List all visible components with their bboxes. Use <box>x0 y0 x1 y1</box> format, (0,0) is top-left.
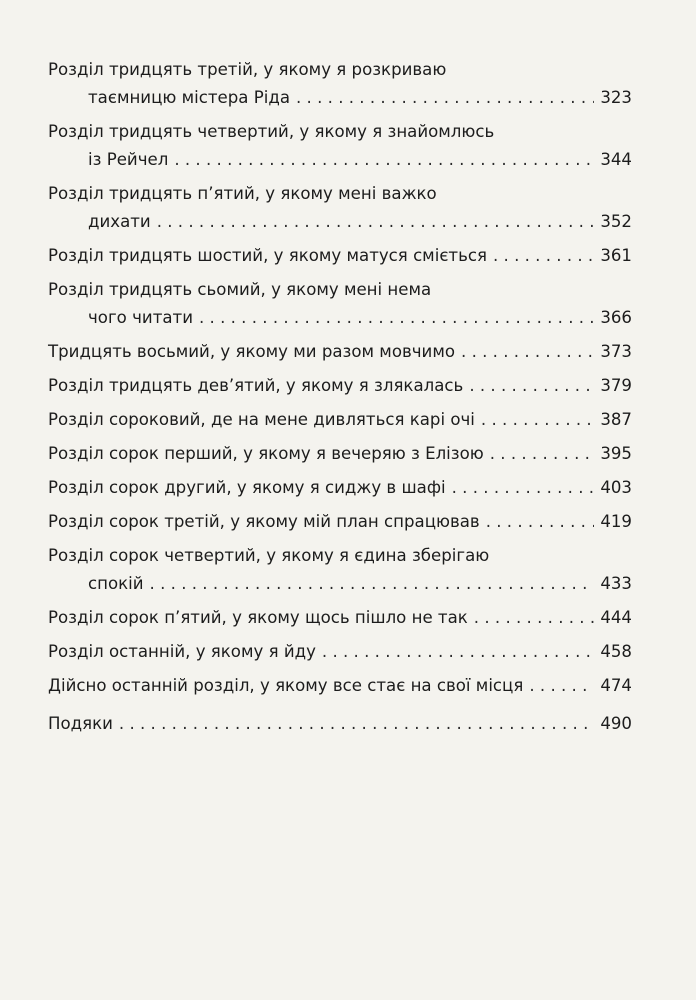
leader-dots <box>296 84 594 112</box>
toc-page-number: 403 <box>600 478 632 497</box>
toc-entry <box>48 242 632 270</box>
toc-entry <box>48 338 632 366</box>
leader-dots <box>490 440 595 468</box>
toc-entry-title: Тридцять восьмий, у якому ми разом мовчимо <box>48 342 456 361</box>
toc-entry <box>48 276 632 332</box>
table-of-contents <box>48 56 632 744</box>
toc-page-number: 433 <box>600 574 632 593</box>
toc-entry <box>48 508 632 536</box>
leader-dots <box>150 570 595 598</box>
toc-page-number: 474 <box>600 676 632 695</box>
toc-entry-title-cont: спокій <box>88 574 144 593</box>
toc-entry-title: Розділ сорок п’ятий, у якому щось пішло не так <box>48 608 468 627</box>
toc-entry <box>48 180 632 236</box>
toc-entry-title: Розділ тридцять п’ятий, у якому мені важко <box>48 184 437 203</box>
toc-page-number: 419 <box>600 512 632 531</box>
toc-entry-title-cont: таємницю містера Ріда <box>88 88 290 107</box>
toc-entry-title: Розділ останній, у якому я йду <box>48 642 316 661</box>
toc-entry-title: Розділ тридцять третій, у якому я розкриваю <box>48 60 447 79</box>
toc-entry-acknowledgements <box>48 710 632 738</box>
leader-dots <box>469 372 594 400</box>
toc-page-number: 323 <box>600 88 632 107</box>
toc-page-number: 352 <box>600 212 632 231</box>
toc-page-number: 395 <box>600 444 632 463</box>
toc-entry <box>48 372 632 400</box>
leader-dots <box>461 338 594 366</box>
toc-entry <box>48 542 632 598</box>
toc-page-number: 379 <box>600 376 632 395</box>
toc-page-number: 444 <box>600 608 632 627</box>
toc-entry-title-cont: із Рейчел <box>88 150 169 169</box>
leader-dots <box>119 710 594 738</box>
leader-dots <box>199 304 594 332</box>
toc-entry-title-cont: дихати <box>88 212 151 231</box>
leader-dots <box>474 604 595 632</box>
toc-entry-title: Розділ тридцять шостий, у якому матуся сміється <box>48 246 487 265</box>
toc-entry <box>48 440 632 468</box>
toc-page-number: 490 <box>600 714 632 733</box>
toc-entry <box>48 56 632 112</box>
toc-entry-title: Розділ сорок третій, у якому мій план спрацював <box>48 512 480 531</box>
toc-page-number: 387 <box>600 410 632 429</box>
toc-entry <box>48 604 632 632</box>
toc-page-number: 361 <box>600 246 632 265</box>
toc-entry <box>48 118 632 174</box>
toc-page-number: 458 <box>600 642 632 661</box>
toc-entry-title-cont: чого читати <box>88 308 193 327</box>
toc-entry <box>48 672 632 700</box>
toc-entry-title: Розділ тридцять сьомий, у якому мені нема <box>48 280 432 299</box>
leader-dots <box>529 672 594 700</box>
toc-page-number: 373 <box>600 342 632 361</box>
toc-entry-title: Розділ сорок перший, у якому я вечеряю з Елізою <box>48 444 484 463</box>
leader-dots <box>452 474 595 502</box>
leader-dots <box>174 146 594 174</box>
leader-dots <box>481 406 594 434</box>
toc-entry-title: Розділ сорок четвертий, у якому я єдина зберігаю <box>48 546 490 565</box>
leader-dots <box>322 638 594 666</box>
toc-entry-title: Подяки <box>48 714 113 733</box>
toc-entry-title: Розділ сороковий, де на мене дивляться карі очі <box>48 410 475 429</box>
toc-entry <box>48 406 632 434</box>
toc-page-number: 344 <box>600 150 632 169</box>
toc-entry-title: Розділ тридцять четвертий, у якому я знайомлюсь <box>48 122 495 141</box>
toc-entry-title: Дійсно останній розділ, у якому все стає на свої місця <box>48 676 524 695</box>
toc-entry <box>48 638 632 666</box>
leader-dots <box>157 208 595 236</box>
toc-entry <box>48 474 632 502</box>
toc-entry-title: Розділ тридцять дев’ятий, у якому я злякалась <box>48 376 464 395</box>
leader-dots <box>493 242 594 270</box>
leader-dots <box>486 508 595 536</box>
toc-entry-title: Розділ сорок другий, у якому я сиджу в шафі <box>48 478 446 497</box>
toc-page-number: 366 <box>600 308 632 327</box>
